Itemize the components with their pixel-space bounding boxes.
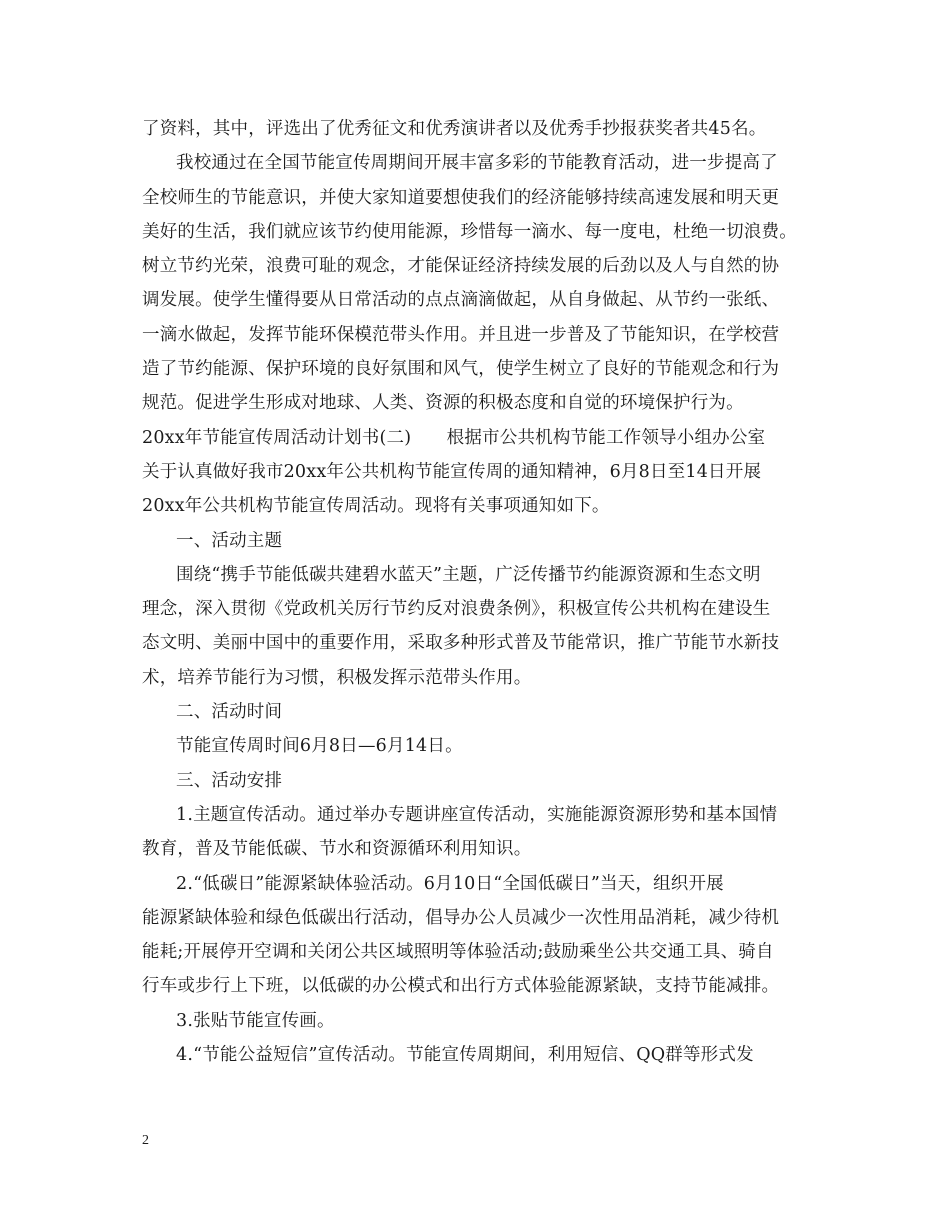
text-line: 能源紧缺体验和绿色低碳出行活动，倡导办公人员减少一次性用品消耗，减少待机 bbox=[142, 907, 780, 928]
paragraph-start-line: 我校通过在全国节能宣传周期间开展丰富多彩的节能教育活动，进一步提高了 bbox=[176, 153, 778, 174]
section-title-line: 20xx年节能宣传周活动计划书(二) 根据市公共机构节能工作领导小组办公室 bbox=[142, 427, 766, 448]
list-item-3: 3.张贴节能宣传画。 bbox=[176, 1010, 335, 1031]
paragraph-start-line: 节能宣传周时间6月8日—6月14日。 bbox=[176, 736, 463, 757]
text-line: 全校师生的节能意识，并使大家知道要想使我们的经济能够持续高速发展和明天更 bbox=[142, 187, 780, 208]
text-line: 术，培养节能行为习惯，积极发挥示范带头作用。 bbox=[142, 667, 532, 688]
document-body bbox=[142, 112, 822, 1072]
text-line: 行车或步行上下班，以低碳的办公模式和出行方式体验能源紧缺，支持节能减排。 bbox=[142, 976, 780, 997]
list-item-4: 4.“节能公益短信”宣传活动。节能宣传周期间，利用短信、QQ群等形式发 bbox=[176, 1045, 754, 1066]
text-line: 调发展。使学生懂得要从日常活动的点点滴滴做起，从自身做起、从节约一张纸、 bbox=[142, 290, 780, 311]
heading-activity-arrangement: 三、活动安排 bbox=[176, 770, 283, 791]
heading-activity-theme: 一、活动主题 bbox=[176, 530, 283, 551]
text-line: 关于认真做好我市20xx年公共机构节能宣传周的通知精神，6月8日至14日开展 bbox=[142, 461, 762, 482]
text-line: 理念，深入贯彻《党政机关厉行节约反对浪费条例》，积极宣传公共机构在建设生 bbox=[142, 599, 771, 620]
text-line: 规范。促进学生形成对地球、人类、资源的积极态度和自觉的环境保护行为。 bbox=[142, 393, 744, 414]
text-line: 20xx年公共机构节能宣传周活动。现将有关事项通知如下。 bbox=[142, 496, 610, 517]
text-line: 一滴水做起，发挥节能环保模范带头作用。并且进一步普及了节能知识，在学校营 bbox=[142, 324, 780, 345]
text-line: 美好的生活，我们就应该节约使用能源，珍惜每一滴水、每一度电，杜绝一切浪费。 bbox=[142, 221, 797, 242]
text-line: 了资料，其中，评选出了优秀征文和优秀演讲者以及优秀手抄报获奖者共45名。 bbox=[142, 119, 767, 139]
heading-activity-time: 二、活动时间 bbox=[176, 702, 283, 723]
page-number: 2 bbox=[142, 1133, 149, 1148]
list-item-2: 2.“低碳日”能源紧缺体验活动。6月10日“全国低碳日”当天，组织开展 bbox=[176, 873, 724, 894]
text-line: 能耗;开展停开空调和关闭公共区域照明等体验活动;鼓励乘坐公共交通工具、骑自 bbox=[142, 942, 774, 963]
paragraph-start-line: 围绕“携手节能低碳共建碧水蓝天”主题，广泛传播节约能源资源和生态文明 bbox=[176, 564, 761, 585]
text-line: 态文明、美丽中国中的重要作用，采取多种形式普及节能常识，推广节能节水新技 bbox=[142, 633, 780, 654]
text-line: 教育，普及节能低碳、节水和资源循环利用知识。 bbox=[142, 839, 532, 860]
list-item-1: 1.主题宣传活动。通过举办专题讲座宣传活动，实施能源资源形势和基本国情 bbox=[176, 804, 778, 825]
text-line: 造了节约能源、保护环境的良好氛围和风气，使学生树立了良好的节能观念和行为 bbox=[142, 359, 780, 380]
text-line: 树立节约光荣，浪费可耻的观念，才能保证经济持续发展的后劲以及人与自然的协 bbox=[142, 256, 780, 277]
